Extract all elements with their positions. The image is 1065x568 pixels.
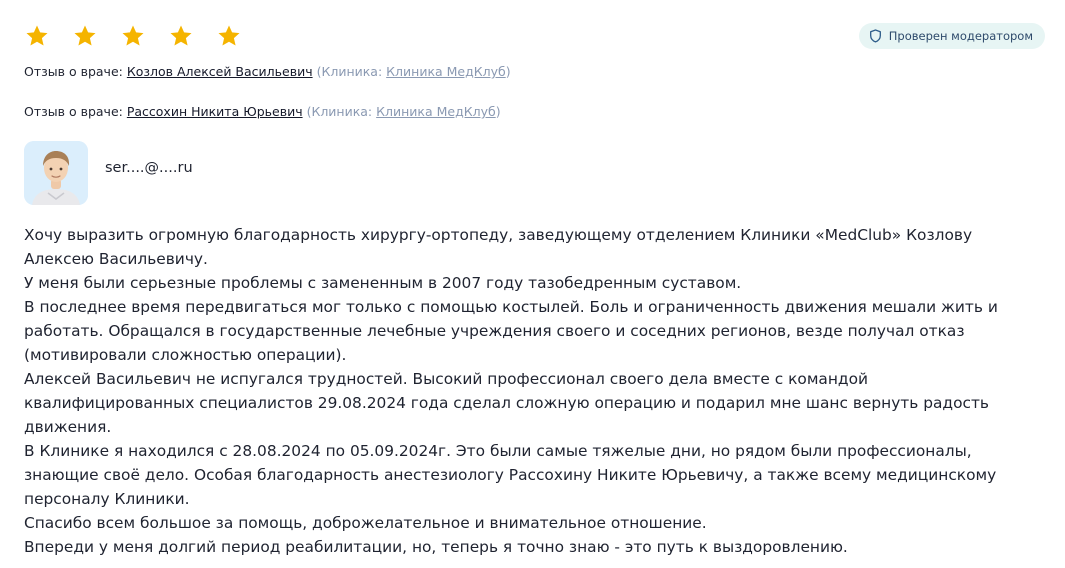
author-email: ser....@....ru xyxy=(105,160,193,176)
review-line: Алексею Васильевичу. xyxy=(24,250,208,268)
review-line: работать. Обращался в государственные лечебные учреждения своего и соседних регионов, везде получал отказ xyxy=(24,322,965,340)
review-line: (мотивировали сложностью операции). xyxy=(24,346,347,364)
rating-stars xyxy=(24,24,264,48)
review-line: персоналу Клиники. xyxy=(24,490,190,508)
review-line: знающие своё дело. Особая благодарность анестезиологу Рассохину Никите Юрьевичу, а также всему медицинскому xyxy=(24,466,997,484)
star-icon xyxy=(120,24,146,48)
doctor-prefix: Отзыв о враче: xyxy=(24,104,123,119)
moderated-badge xyxy=(859,23,1045,49)
review-line: Алексей Васильевич не испугался трудностей. Высокий профессионал своего дела вместе с командой xyxy=(24,370,868,388)
doctor-line xyxy=(24,64,511,79)
star-icon xyxy=(216,24,242,48)
clinic-link[interactable]: Клиника МедКлуб xyxy=(386,64,506,79)
doctor-prefix: Отзыв о враче: xyxy=(24,64,123,79)
review-line: У меня были серьезные проблемы с замененным в 2007 году тазобедренным суставом. xyxy=(24,274,742,292)
review-line: В Клинике я находился с 28.08.2024 по 05.09.2024г. Это были самые тяжелые дни, но рядом были профессионалы, xyxy=(24,442,972,460)
star-icon xyxy=(72,24,98,48)
clinic-close: ) xyxy=(495,104,501,119)
review-line: движения. xyxy=(24,418,112,436)
review-line: Хочу выразить огромную благодарность хирургу-ортопеду, заведующему отделением Клиники «MedClub» Козлову xyxy=(24,226,973,244)
star-icon xyxy=(168,24,194,48)
author-avatar xyxy=(24,141,88,205)
clinic-close: ) xyxy=(505,64,511,79)
doctor-line xyxy=(24,104,501,119)
review-line: Впереди у меня долгий период реабилитации, но, теперь я точно знаю - это путь к выздоровлению. xyxy=(24,538,848,556)
shield-icon xyxy=(869,29,882,43)
doctor-link[interactable]: Козлов Алексей Васильевич xyxy=(126,64,313,79)
review-text xyxy=(24,223,1048,559)
star-icon xyxy=(24,24,50,48)
clinic-open: (Клиника: xyxy=(306,104,373,119)
review-line: Спасибо всем большое за помощь, доброжелательное и внимательное отношение. xyxy=(24,514,707,532)
review-line: квалифицированных специалистов 29.08.2024 года сделал сложную операцию и подарил мне шанс вернуть радость xyxy=(24,394,989,412)
badge-label: Проверен модератором xyxy=(888,29,1033,43)
clinic-link[interactable]: Клиника МедКлуб xyxy=(376,104,496,119)
review-line: В последнее время передвигаться мог только с помощью костылей. Боль и ограниченность движения мешали жить и xyxy=(24,298,998,316)
doctor-link[interactable]: Рассохин Никита Юрьевич xyxy=(126,104,303,119)
user-avatar-icon xyxy=(24,141,88,205)
clinic-open: (Клиника: xyxy=(316,64,383,79)
